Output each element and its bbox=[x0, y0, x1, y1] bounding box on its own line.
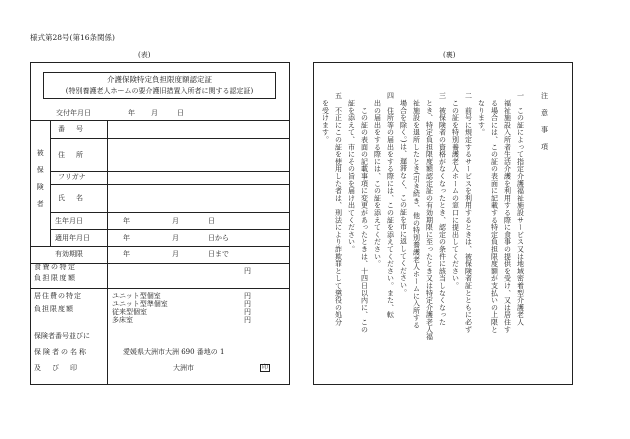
issue-year: 年 bbox=[128, 109, 135, 117]
name-label: 氏 名 bbox=[58, 194, 85, 202]
rule bbox=[107, 288, 108, 385]
insurer-label-1: 保険者番号並びに bbox=[34, 332, 90, 340]
food-limit-label-2: 負担限度額 bbox=[34, 274, 77, 282]
note-line: とき、特定負担限度額認定証の有効期限に至ったとき又は特定介護老人福 bbox=[425, 92, 434, 341]
start-day: 日から bbox=[208, 234, 229, 242]
rule bbox=[50, 171, 290, 172]
note-line: を受けます。 bbox=[321, 92, 330, 144]
note-line: 証を添えて、市にその旨を届け出てください。 bbox=[347, 92, 356, 253]
room-type-yen: 円 bbox=[244, 300, 251, 308]
note-line: 祉施設を退所したとき(引き続き、他の特別養護老人ホームに入所する bbox=[412, 92, 421, 329]
note-line: この証を特別養護老人ホームの窓口に提出してください。 bbox=[451, 92, 460, 290]
birth-year: 年 bbox=[123, 217, 130, 225]
note-line: 一 この証によって指定介護福祉施設サービス又は地域密着型介護老人 bbox=[516, 92, 525, 326]
expiry-day: 日まで bbox=[208, 250, 229, 258]
rule bbox=[50, 120, 51, 246]
rule bbox=[30, 288, 290, 289]
note-line: なります。 bbox=[477, 92, 486, 136]
note-line: この証の表面の記載事項に変更があったときは、十四日以内に、この bbox=[360, 92, 369, 333]
note-line: 場合を除く。)は、遅滞なく、この証を市に返してください。 bbox=[399, 92, 408, 296]
food-yen: 円 bbox=[244, 267, 251, 275]
start-date-label: 適用年月日 bbox=[55, 234, 90, 242]
rule bbox=[30, 120, 290, 121]
notes-title: 注 意 事 項 bbox=[540, 92, 549, 152]
room-type-name: ユニット型個室 bbox=[112, 292, 161, 300]
room-type-name: ユニット型準個室 bbox=[112, 300, 168, 308]
room-type-yen: 円 bbox=[244, 292, 251, 300]
issue-month: 月 bbox=[151, 109, 158, 117]
residence-limit-label-2: 負担限度額 bbox=[34, 305, 74, 313]
insurer-name: 大洲市 bbox=[173, 364, 194, 372]
card-title: 介護保険特定負担限度額認定証 bbox=[107, 75, 212, 84]
note-line: 福祉施設入所者生活介護を利用する際に食事の提供を受け、又は居住す bbox=[503, 92, 512, 333]
residence-limit-label-1: 居住費の特定 bbox=[34, 292, 82, 300]
issue-date-label: 交付年月日 bbox=[56, 109, 91, 117]
note-line: 二 前号に規定するサービスを利用するときは、被保険者証とともに必ず bbox=[464, 92, 473, 333]
insurer-label-3: 及 び 印 bbox=[34, 364, 79, 372]
rule bbox=[30, 246, 290, 247]
front-side-label: (表) bbox=[138, 51, 151, 59]
insurer-label-2: 保険者の名称 bbox=[34, 348, 88, 356]
expiry-month: 月 bbox=[172, 250, 179, 258]
note-line: 四 住所等の届出をする際には、この証を添えてください。また、転 bbox=[386, 92, 395, 319]
birth-day: 日 bbox=[208, 217, 215, 225]
rule bbox=[50, 212, 290, 213]
expiry-year: 年 bbox=[123, 250, 130, 258]
note-line: 五 不正にこの証を使用した者は、刑法により詐欺罪として懲役の処分 bbox=[334, 92, 343, 326]
birthdate-label: 生年月日 bbox=[55, 217, 83, 225]
room-type-name: 多床室 bbox=[112, 316, 133, 324]
room-type-name: 従来型個室 bbox=[112, 308, 147, 316]
insurer-address: 愛媛県大洲市大洲 690 番地の 1 bbox=[123, 348, 225, 356]
note-line: る場合には、この証の表面に記載する特定負担限度額が支払いの上限と bbox=[490, 92, 499, 333]
card-subtitle: (特別養護老人ホームの要介護旧措置入所者に関する認定証) bbox=[65, 87, 254, 95]
note-line: 出の届出をする際には、この証を添えてください。 bbox=[373, 92, 382, 268]
start-year: 年 bbox=[123, 234, 130, 242]
insurer-seal: 印 bbox=[262, 364, 269, 371]
form-number: 様式第28号(第16条関係) bbox=[30, 33, 115, 42]
number-label: 番 号 bbox=[58, 125, 85, 133]
issue-day: 日 bbox=[177, 109, 184, 117]
furigana-label: フリガナ bbox=[58, 173, 86, 181]
address-label: 住 所 bbox=[58, 151, 85, 159]
food-limit-label-1: 食費の特定 bbox=[34, 263, 77, 271]
expiry-label: 有効期限 bbox=[55, 250, 83, 258]
start-month: 月 bbox=[172, 234, 179, 242]
insured-label-cell bbox=[30, 120, 50, 246]
room-type-yen: 円 bbox=[244, 308, 251, 316]
rule bbox=[50, 184, 290, 185]
note-line: 三 被保険者の資格がなくなったとき、認定の条件に該当しなくなった bbox=[438, 92, 447, 326]
rule bbox=[107, 120, 108, 288]
rule bbox=[50, 138, 290, 139]
birth-month: 月 bbox=[172, 217, 179, 225]
room-type-yen: 円 bbox=[244, 316, 251, 324]
rule bbox=[50, 229, 290, 230]
insured-label: 被保険者 bbox=[36, 149, 45, 217]
back-side-label: (裏) bbox=[443, 51, 456, 59]
